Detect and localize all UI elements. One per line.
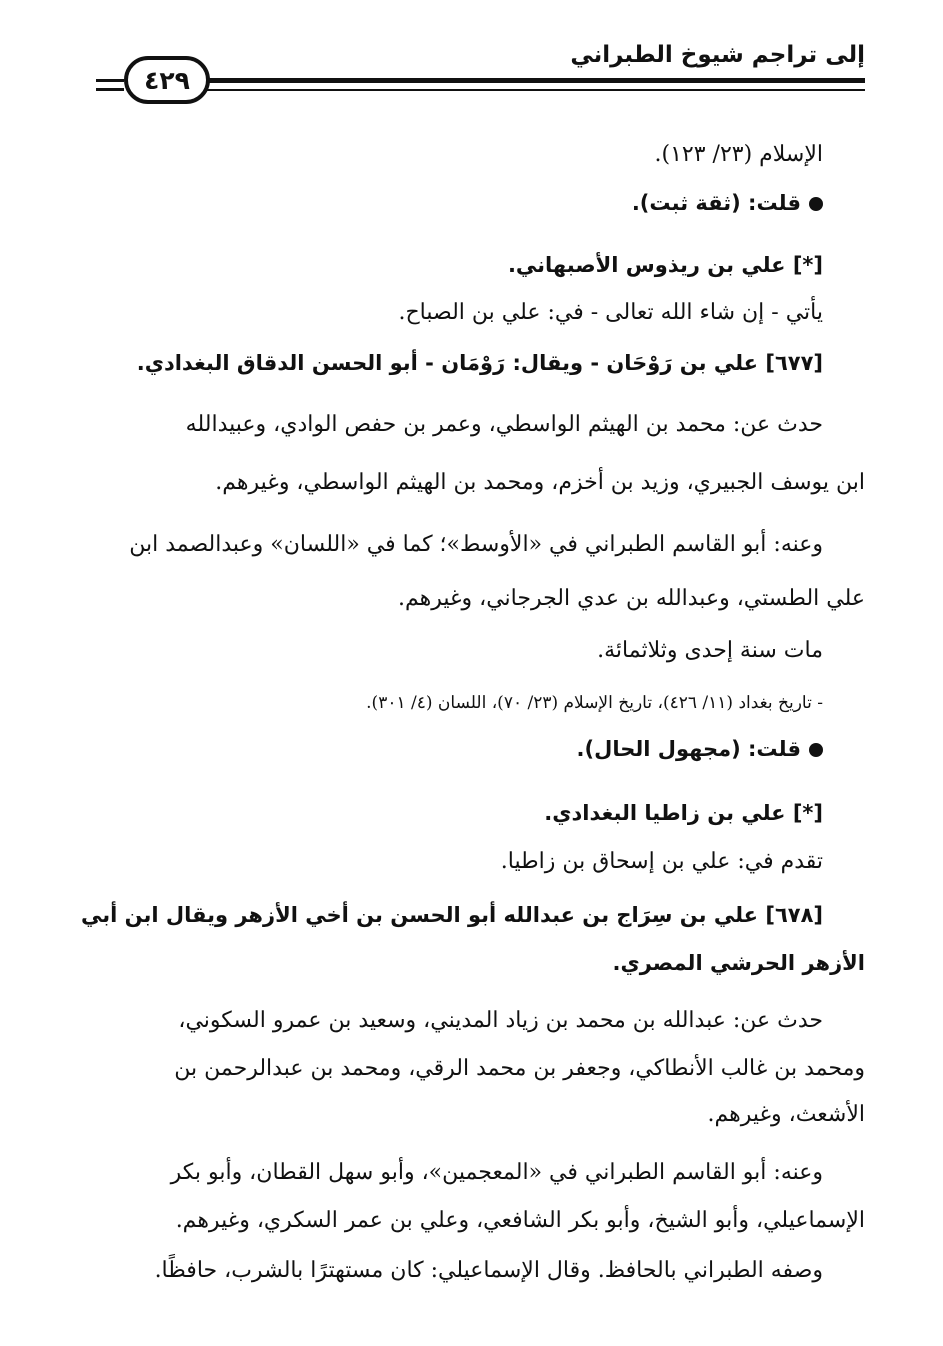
header-rule	[205, 78, 865, 83]
text-line: ومحمد بن غالب الأنطاكي، وجعفر بن محمد الرقي، ومحمد بن عبدالرحمن بن	[174, 1056, 865, 1081]
text-line: الأشعث، وغيرهم.	[707, 1102, 865, 1127]
header-rule-thin	[205, 89, 865, 91]
source-line: - تاريخ بغداد (١١/ ٤٢٦)، تاريخ الإسلام (٢٣/ ٧٠)، اللسان (٤/ ٣٠١).	[366, 693, 823, 713]
text-line: تقدم في: علي بن إسحاق بن زاطيا.	[500, 849, 823, 874]
text-line: علي الطستي، وعبدالله بن عدي الجرجاني، وغيرهم.	[397, 586, 865, 611]
page-number-badge	[124, 56, 210, 104]
text-line: وعنه: أبو القاسم الطبراني في «الأوسط»؛ كما في «اللسان» وعبدالصمد ابن	[129, 532, 823, 557]
text-line: يأتي - إن شاء الله تعالى - في: علي بن الصباح.	[398, 300, 823, 325]
note-line	[577, 732, 823, 766]
text-line: الإسماعيلي، وأبو الشيخ، وأبو بكر الشافعي، وعلي بن عمر السكري، وغيرهم.	[175, 1208, 865, 1233]
text-line: حدث عن: عبدالله بن محمد بن زياد المديني، وسعيد بن عمرو السكوني،	[178, 1008, 823, 1033]
text-line: حدث عن: محمد بن الهيثم الواسطي، وعمر بن حفص الوادي، وعبيدالله	[185, 412, 823, 437]
note-text: قلت: (مجهول الحال).	[576, 737, 801, 761]
page-number: ٤٢٩	[144, 65, 190, 95]
text-line: ابن يوسف الجبيري، وزيد بن أخزم، ومحمد بن الهيثم الواسطي، وغيرهم.	[215, 470, 865, 495]
running-title: إلى تراجم شيوخ الطبراني	[570, 42, 865, 68]
badge-tick-bottom	[96, 88, 124, 91]
entry-heading: [٦٧٧] علي بن رَوْحَان - ويقال: رَوْمَان - أبو الحسن الدقاق البغدادي.	[136, 351, 823, 375]
note-text: قلت: (ثقة ثبت).	[631, 191, 801, 215]
text-line: مات سنة إحدى وثلاثمائة.	[597, 638, 823, 663]
entry-heading: [*] علي بن زاطيا البغدادي.	[544, 801, 823, 825]
entry-heading-cont: الأزهر الحرشي المصري.	[612, 951, 865, 975]
text-line: وصفه الطبراني بالحافظ. وقال الإسماعيلي: كان مستهترًا بالشرب، حافظًا.	[154, 1258, 823, 1283]
bullet-icon	[809, 197, 823, 211]
bullet-icon	[809, 743, 823, 757]
entry-heading: [٦٧٨] علي بن سِرَاج بن عبدالله أبو الحسن بن أخي الأزهر ويقال ابن أبي	[80, 903, 823, 927]
badge-tick-top	[96, 79, 124, 82]
entry-heading: [*] علي بن ريذوس الأصبهاني.	[507, 253, 823, 277]
note-line	[632, 186, 823, 220]
text-line: الإسلام (٢٣/ ١٢٣).	[654, 142, 823, 167]
text-line: وعنه: أبو القاسم الطبراني في «المعجمين»، وأبو سهل القطان، وأبو بكر	[170, 1160, 823, 1185]
